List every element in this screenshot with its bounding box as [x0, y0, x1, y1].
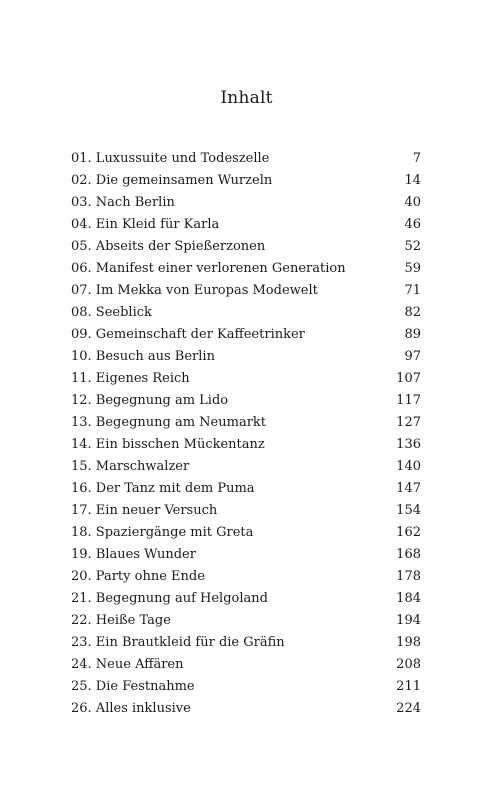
toc-entry	[71, 214, 421, 236]
toc-entry	[71, 676, 421, 698]
toc-entry-title: 24. Neue Affären	[71, 657, 184, 672]
toc-entry	[71, 236, 421, 258]
toc-entry	[71, 500, 421, 522]
toc-entry-title: 12. Begegnung am Lido	[71, 393, 229, 408]
toc-entry-title: 03. Nach Berlin	[71, 195, 175, 210]
toc-entry-title: 22. Heiße Tage	[71, 613, 171, 628]
toc-entry	[71, 192, 421, 214]
toc-entry-page-number: 178	[396, 569, 421, 584]
toc-entry-page-number: 162	[396, 525, 421, 540]
toc-entry	[71, 632, 421, 654]
toc-entry-page-number: 89	[404, 327, 421, 342]
toc-entry-page-number: 71	[404, 283, 421, 298]
toc-entry	[71, 324, 421, 346]
toc-entry	[71, 588, 421, 610]
toc-entry-page-number: 184	[396, 591, 421, 606]
toc-entry-title: 25. Die Festnahme	[71, 679, 195, 694]
toc-entry-title: 06. Manifest einer verlorenen Generation	[71, 261, 346, 276]
toc-entry-page-number: 117	[396, 393, 421, 408]
toc-entry	[71, 258, 421, 280]
toc-entry-page-number: 211	[396, 679, 421, 694]
toc-entry-page-number: 147	[396, 481, 421, 496]
toc-entry-title: 23. Ein Brautkleid für die Gräfin	[71, 635, 285, 650]
toc-entry-page-number: 140	[396, 459, 421, 474]
toc-entry-title: 17. Ein neuer Versuch	[71, 503, 218, 518]
toc-entry-page-number: 82	[404, 305, 421, 320]
toc-entry-title: 13. Begegnung am Neumarkt	[71, 415, 267, 430]
toc-entry	[71, 654, 421, 676]
toc-entry	[71, 368, 421, 390]
toc-entry-title: 19. Blaues Wunder	[71, 547, 196, 562]
toc-entry-title: 14. Ein bisschen Mückentanz	[71, 437, 265, 452]
toc-entry-title: 05. Abseits der Spießerzonen	[71, 239, 266, 254]
toc-entry-page-number: 46	[404, 217, 421, 232]
toc-entry-title: 11. Eigenes Reich	[71, 371, 190, 386]
toc-entry	[71, 302, 421, 324]
toc-entry-page-number: 154	[396, 503, 421, 518]
toc-entry-page-number: 194	[396, 613, 421, 628]
toc-entry-page-number: 168	[396, 547, 421, 562]
toc-entry	[71, 478, 421, 500]
toc-entry-page-number: 224	[396, 701, 421, 716]
toc-entry	[71, 456, 421, 478]
toc-entry-title: 08. Seeblick	[71, 305, 152, 320]
toc-entry-title: 07. Im Mekka von Europas Modewelt	[71, 283, 318, 298]
toc-entry	[71, 170, 421, 192]
toc-entry-title: 15. Marschwalzer	[71, 459, 190, 474]
toc-entry-title: 20. Party ohne Ende	[71, 569, 205, 584]
toc-entry-title: 16. Der Tanz mit dem Puma	[71, 481, 255, 496]
toc-entry-title: 18. Spaziergänge mit Greta	[71, 525, 254, 540]
page-title: Inhalt	[220, 88, 273, 108]
toc-entry-page-number: 52	[404, 239, 421, 254]
toc-entry-title: 26. Alles inklusive	[71, 701, 191, 716]
toc-entry	[71, 434, 421, 456]
toc-entry-page-number: 7	[412, 151, 421, 166]
toc-entry	[71, 148, 421, 170]
toc-entry-title: 04. Ein Kleid für Karla	[71, 217, 220, 232]
toc-entry-page-number: 198	[396, 635, 421, 650]
toc-entry	[71, 610, 421, 632]
toc-entry-page-number: 136	[396, 437, 421, 452]
toc-entry-title: 02. Die gemeinsamen Wurzeln	[71, 173, 273, 188]
toc-entry	[71, 412, 421, 434]
toc-entry	[71, 522, 421, 544]
table-of-contents	[71, 148, 421, 720]
toc-entry-page-number: 97	[404, 349, 421, 364]
toc-entry-page-number: 107	[396, 371, 421, 386]
toc-entry-page-number: 127	[396, 415, 421, 430]
toc-entry-page-number: 14	[404, 173, 421, 188]
toc-entry-page-number: 40	[404, 195, 421, 210]
toc-entry	[71, 544, 421, 566]
toc-entry-title: 21. Begegnung auf Helgoland	[71, 591, 268, 606]
toc-entry-page-number: 59	[404, 261, 421, 276]
toc-entry	[71, 698, 421, 720]
toc-entry-title: 10. Besuch aus Berlin	[71, 349, 215, 364]
toc-entry	[71, 566, 421, 588]
toc-entry-title: 01. Luxussuite und Todeszelle	[71, 151, 270, 166]
toc-entry	[71, 390, 421, 412]
toc-entry	[71, 280, 421, 302]
toc-entry	[71, 346, 421, 368]
toc-entry-title: 09. Gemeinschaft der Kaffeetrinker	[71, 327, 305, 342]
toc-entry-page-number: 208	[396, 657, 421, 672]
